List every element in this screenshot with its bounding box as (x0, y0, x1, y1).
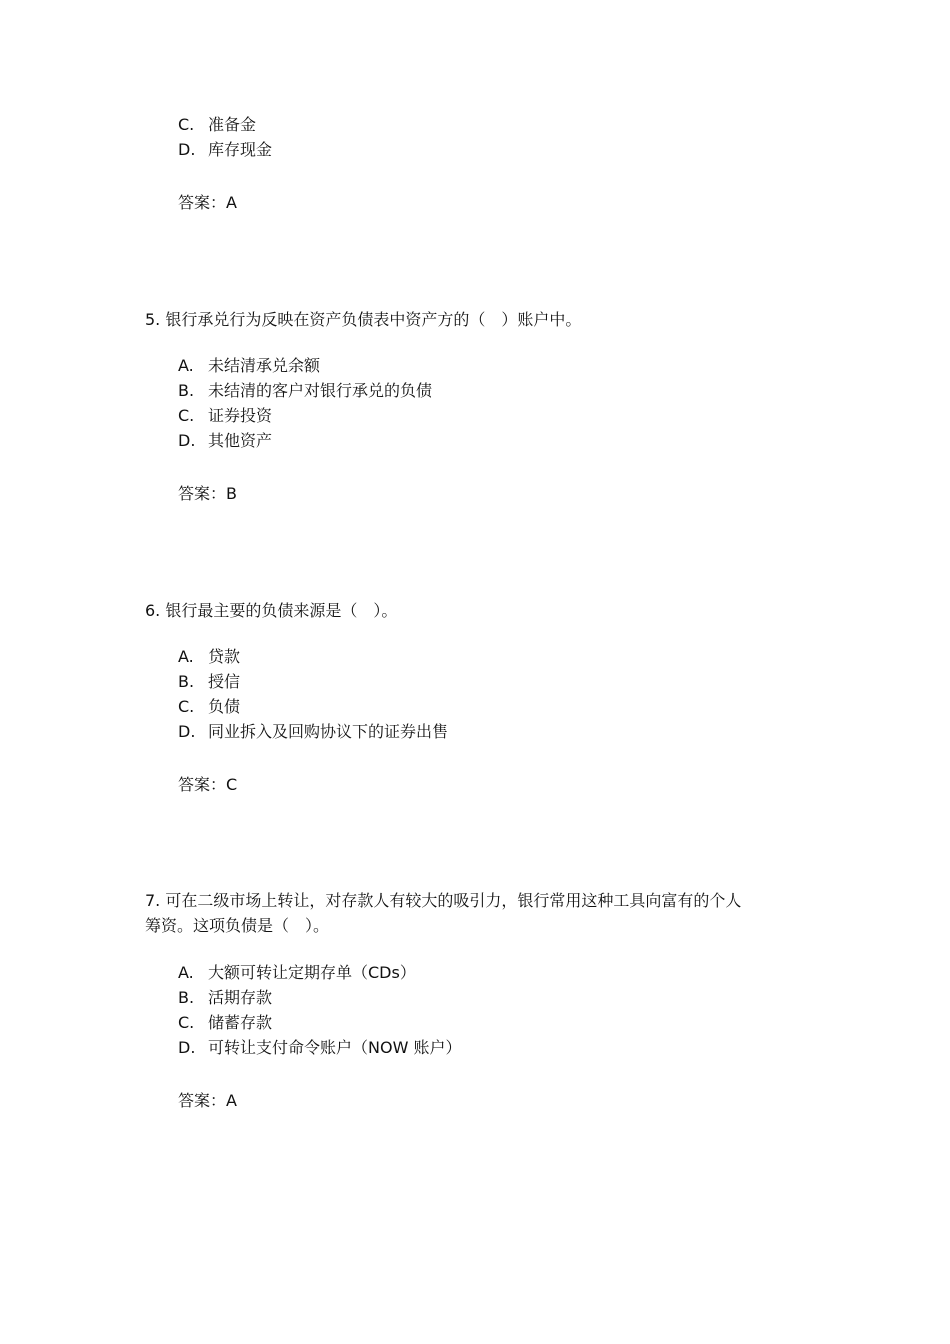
option-text: 负债 (208, 697, 241, 716)
option-text: 贷款 (208, 647, 241, 666)
option-b (178, 378, 818, 403)
option-d (178, 719, 818, 744)
question-text: 银行最主要的负债来源是（ ）。 (165, 601, 398, 620)
question-6 (145, 598, 825, 623)
option-text: 准备金 (208, 115, 257, 134)
question-6-answer (178, 772, 237, 797)
question-line-2: 筹资。这项负债是（ ）。 (145, 916, 330, 935)
option-letter: B. (178, 381, 195, 400)
option-text: 大额可转让定期存单（CDs） (208, 963, 416, 982)
option-text: 证券投资 (208, 406, 273, 425)
option-text: 库存现金 (208, 140, 273, 159)
question-text: 银行承兑行为反映在资产负债表中资产方的（ ）账户中。 (165, 310, 582, 329)
option-text: 活期存款 (208, 988, 273, 1007)
option-d (178, 137, 818, 162)
option-text: 未结清的客户对银行承兑的负债 (208, 381, 433, 400)
option-text: 可转让支付命令账户（NOW 账户） (208, 1038, 462, 1057)
fragment-answer (178, 190, 237, 215)
question-number: 7. (145, 891, 161, 910)
question-5-answer (178, 481, 237, 506)
answer-value: A (226, 193, 237, 212)
question-number: 5. (145, 310, 161, 329)
option-letter: C. (178, 697, 195, 716)
option-text: 储蓄存款 (208, 1013, 273, 1032)
option-text: 同业拆入及回购协议下的证券出售 (208, 722, 449, 741)
question-number: 6. (145, 601, 161, 620)
option-letter: C. (178, 115, 195, 134)
answer-value: C (226, 775, 238, 794)
option-letter: B. (178, 988, 195, 1007)
option-c (178, 694, 818, 719)
option-letter: C. (178, 406, 195, 425)
question-7 (145, 888, 825, 938)
answer-value: B (226, 484, 237, 503)
question-line-1 (145, 888, 825, 913)
option-a (178, 960, 818, 985)
answer-label: 答案： (178, 484, 227, 503)
option-b (178, 985, 818, 1010)
option-c (178, 403, 818, 428)
option-d (178, 428, 818, 453)
option-text: 其他资产 (208, 431, 273, 450)
option-letter: B. (178, 672, 195, 691)
option-letter: A. (178, 963, 194, 982)
question-text: 可在二级市场上转让，对存款人有较大的吸引力，银行常用这种工具向富有的个人 (165, 891, 742, 910)
option-letter: C. (178, 1013, 195, 1032)
option-a (178, 353, 818, 378)
option-a (178, 644, 818, 669)
answer-label: 答案： (178, 193, 227, 212)
question-5-options (178, 353, 818, 453)
option-d (178, 1035, 818, 1060)
option-letter: A. (178, 647, 194, 666)
fragment-options (178, 112, 818, 162)
option-letter: D. (178, 722, 196, 741)
option-letter: D. (178, 140, 196, 159)
answer-label: 答案： (178, 1091, 227, 1110)
option-letter: D. (178, 1038, 196, 1057)
option-letter: A. (178, 356, 194, 375)
answer-value: A (226, 1091, 237, 1110)
question-7-options (178, 960, 818, 1060)
option-letter: D. (178, 431, 196, 450)
question-6-options (178, 644, 818, 744)
option-c (178, 1010, 818, 1035)
question-5 (145, 307, 825, 332)
question-7-answer (178, 1088, 237, 1113)
answer-label: 答案： (178, 775, 227, 794)
option-b (178, 669, 818, 694)
option-c (178, 112, 818, 137)
option-text: 未结清承兑余额 (208, 356, 321, 375)
option-text: 授信 (208, 672, 241, 691)
